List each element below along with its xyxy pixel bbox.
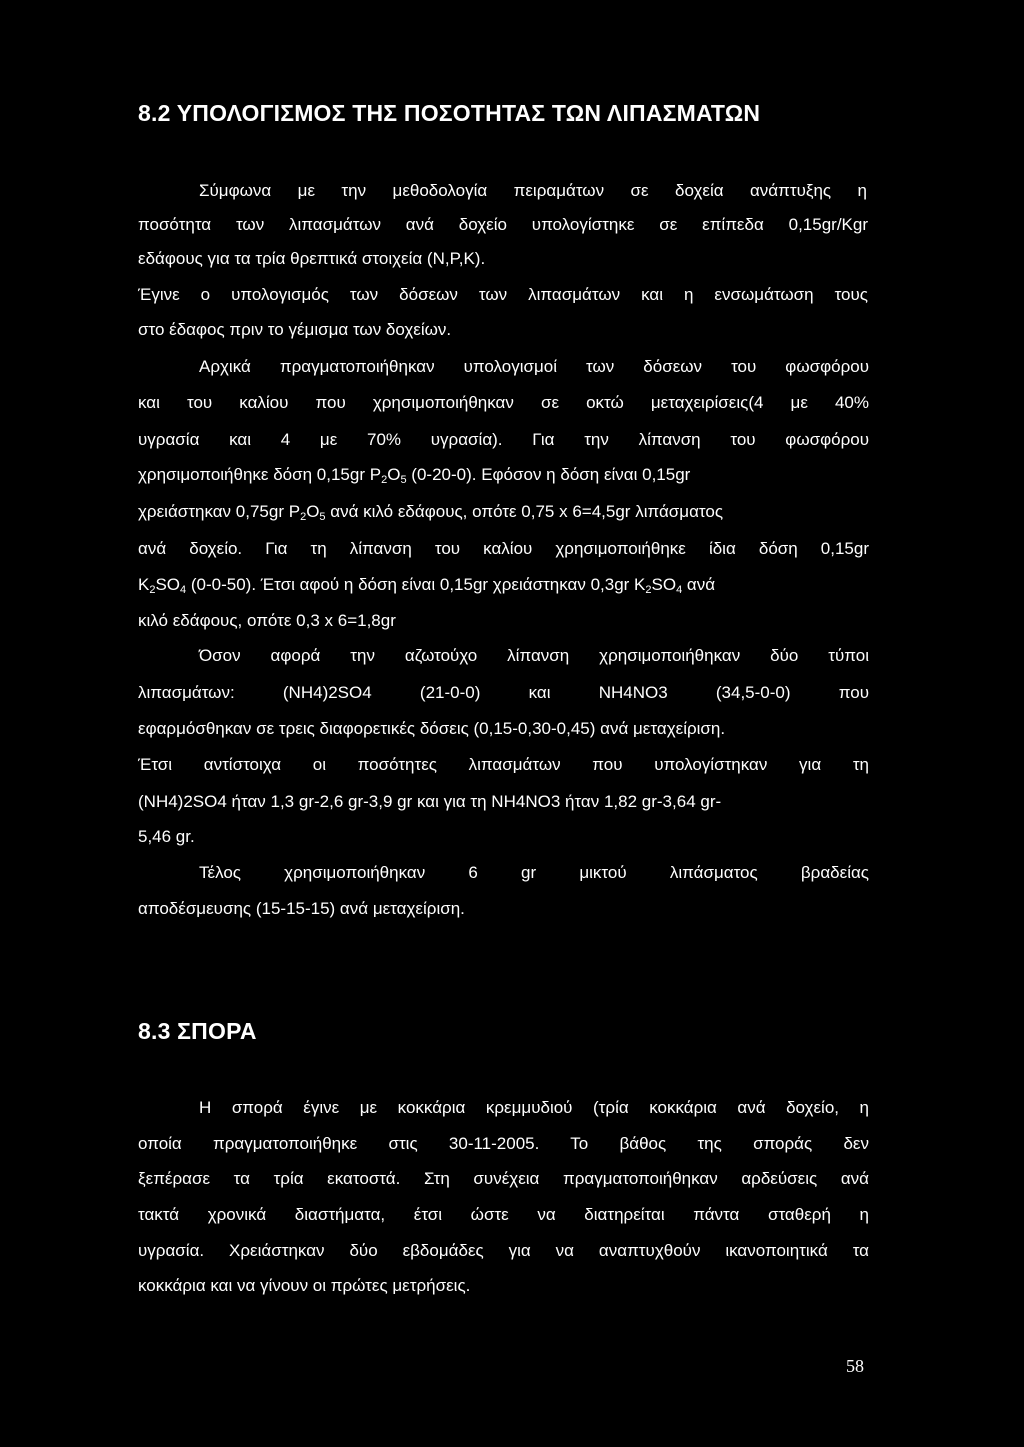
text-line: στο έδαφος πριν το γέμισμα των δοχείων.: [138, 320, 452, 339]
text-fragment: χρησιμοποιήθηκε δόση 0,15gr $P_2O_5$ (0-20-0). Εφόσον η δόση είναι 0,15gr: [138, 465, 691, 486]
text-line: Η σπορά έγινε με κοκκάρια κρεμμυδιού (τρία κοκκάρια ανά δοχείο, η: [199, 1098, 869, 1117]
text-line: κιλό εδάφους, οπότε 0,3 x 6=1,8gr: [138, 611, 396, 630]
text-line: εφαρμόσθηκαν σε τρεις διαφορετικές δόσεις (0,15-0,30-0,45) ανά μεταχείριση.: [138, 719, 726, 738]
text-line: ανά δοχείο. Για τη λίπανση του καλίου χρησιμοποιήθηκε ίδια δόση 0,15gr: [138, 539, 869, 558]
text-line: αποδέσμευσης (15-15-15) ανά μεταχείριση.: [138, 899, 465, 918]
text-line: λιπασμάτων: (NH4)2SO4 (21-0-0) και NH4NO3 (34,5-0-0) που: [138, 683, 869, 702]
section-8-3-heading: 8.3 ΣΠΟΡΑ: [138, 1018, 257, 1044]
text-line: και του καλίου που χρησιμοποιήθηκαν σε οκτώ μεταχειρίσεις(4 με 40%: [138, 393, 869, 412]
text-line: Όσον αφορά την αζωτούχο λίπανση χρησιμοποιήθηκαν δύο τύποι: [199, 646, 869, 665]
text-line: ξεπέρασε τα τρία εκατοστά. Στη συνέχεια πραγματοποιήθηκαν αρδεύσεις ανά: [138, 1169, 869, 1188]
text-line: υγρασία και 4 με 70% υγρασία). Για την λίπανση του φωσφόρου: [138, 430, 869, 449]
text-line: Σύμφωνα με την μεθοδολογία πειραμάτων σε δοχεία ανάπτυξης η: [199, 181, 867, 200]
text-line: Έγινε ο υπολογισμός των δόσεων των λιπασμάτων και η ενσωμάτωση τους: [138, 285, 868, 304]
text-line: 5,46 gr.: [138, 827, 195, 846]
text-line-with-formula: χρειάστηκαν 0,75gr $P_2O_5$ ανά κιλό εδάφους, οπότε 0,75 x 6=4,5gr λιπάσματος: [138, 502, 724, 523]
text-line: Έτσι αντίστοιχα οι ποσότητες λιπασμάτων που υπολογίστηκαν για τη: [138, 755, 869, 774]
text-line: οποία πραγματοποιήθηκε στις 30-11-2005. Το βάθος της σποράς δεν: [138, 1134, 869, 1153]
section-8-2-heading: 8.2 ΥΠΟΛΟΓΙΣΜΟΣ ΤΗΣ ΠΟΣΟΤΗΤΑΣ ΤΩΝ ΛΙΠΑΣΜΑΤΩΝ: [138, 100, 761, 126]
text-line-with-formula: [138, 464, 869, 486]
text-line: τακτά χρονικά διαστήματα, έτσι ώστε να διατηρείται πάντα σταθερή η: [138, 1205, 869, 1224]
text-line: ποσότητα των λιπασμάτων ανά δοχείο υπολογίστηκε σε επίπεδα 0,15gr/Kgr: [138, 215, 868, 234]
text-line: υγρασία. Χρειάστηκαν δύο εβδομάδες για να αναπτυχθούν ικανοποιητικά τα: [138, 1241, 869, 1260]
text-line: Αρχικά πραγματοποιήθηκαν υπολογισμοί των δόσεων του φωσφόρου: [199, 357, 869, 376]
text-line-with-formula: $K_2SO_4$ (0-0-50). Έτσι αφού η δόση είναι 0,15gr χρειάστηκαν 0,3gr $K_2SO_4$ ανά: [138, 575, 716, 596]
text-line: εδάφους για τα τρία θρεπτικά στοιχεία (N,P,K).: [138, 249, 486, 268]
text-line: κοκκάρια και να γίνουν οι πρώτες μετρήσεις.: [138, 1276, 471, 1295]
text-line: (NH4)2SO4 ήταν 1,3 gr-2,6 gr-3,9 gr και για τη NH4NO3 ήταν 1,82 gr-3,64 gr-: [138, 792, 722, 811]
page-number: 58: [846, 1356, 864, 1376]
text-line: Τέλος χρησιμοποιήθηκαν 6 gr μικτού λιπάσματος βραδείας: [199, 863, 869, 882]
